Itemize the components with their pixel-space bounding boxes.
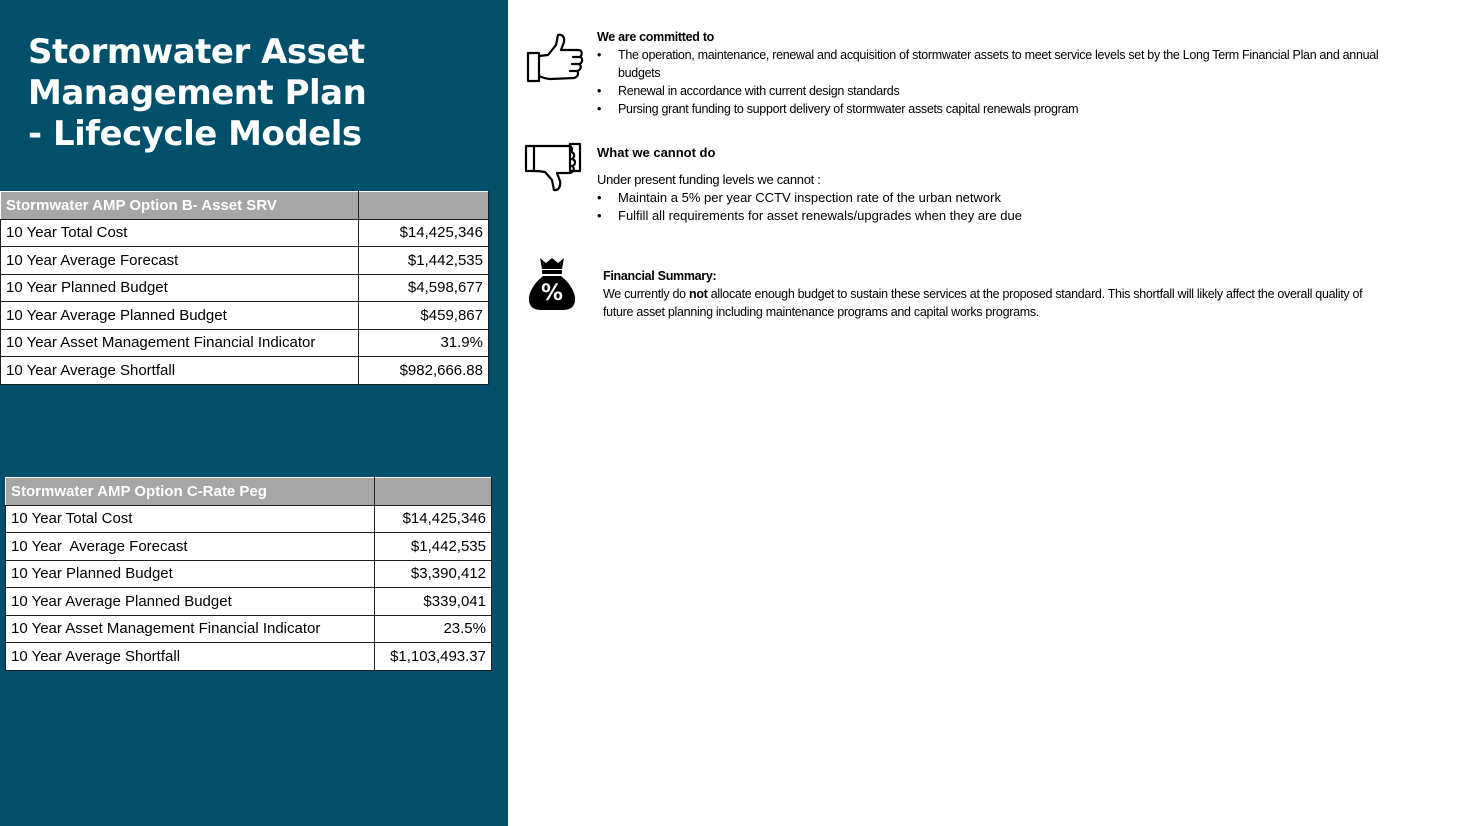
summary-emphasis: not	[688, 287, 708, 301]
cannot-intro: Under present funding levels we cannot :	[597, 172, 821, 187]
row-value: $4,598,677	[359, 274, 489, 302]
row-label: 10 Year Average Forecast	[1, 247, 359, 275]
row-label: 10 Year Asset Management Financial Indicator	[6, 615, 375, 643]
row-value: $14,425,346	[375, 505, 492, 533]
committed-heading: We are committed to	[597, 30, 715, 44]
committed-section	[597, 28, 1397, 118]
table-row	[6, 560, 492, 588]
row-label: 10 Year Total Cost	[1, 219, 359, 247]
summary-text-before: We currently do	[603, 287, 689, 301]
summary-text-after: allocate enough budget to sustain these services at the proposed standard. This shortfall will likely affect the overall quality of future asset planning including maintenance programs and capital works programs.	[603, 287, 1366, 319]
row-label: 10 Year Planned Budget	[6, 560, 375, 588]
row-label: 10 Year Average Planned Budget	[6, 588, 375, 616]
row-value: 23.5%	[375, 615, 492, 643]
table-header-blank	[375, 478, 492, 506]
row-label: 10 Year Total Cost	[6, 505, 375, 533]
summary-heading: Financial Summary:	[603, 269, 717, 283]
committed-list	[597, 46, 1397, 118]
table-row	[6, 588, 492, 616]
row-value: $1,442,535	[359, 247, 489, 275]
thumbs-down-icon	[524, 142, 582, 194]
financial-summary-section	[603, 267, 1393, 321]
row-value: $339,041	[375, 588, 492, 616]
row-label: 10 Year Average Shortfall	[1, 357, 359, 385]
page-title	[28, 32, 488, 155]
cannot-heading: What we cannot do	[597, 145, 716, 160]
row-label: 10 Year Planned Budget	[1, 274, 359, 302]
table-row	[1, 357, 489, 385]
left-panel	[0, 0, 508, 826]
row-label: 10 Year Asset Management Financial Indicator	[1, 329, 359, 357]
row-value: $459,867	[359, 302, 489, 330]
list-item: • The operation, maintenance, renewal and acquisition of stormwater assets to meet service levels set by the Long Term Financial Plan and annual budgets	[597, 46, 1388, 82]
percent-glyph: %	[540, 281, 564, 306]
table-header-blank	[359, 192, 489, 220]
summary-text	[603, 287, 1366, 319]
row-label: 10 Year Average Forecast	[6, 533, 375, 561]
row-value: $14,425,346	[359, 219, 489, 247]
table-row	[1, 274, 489, 302]
list-item: • Renewal in accordance with current design standards	[597, 82, 1397, 100]
table-row	[6, 615, 492, 643]
title-line: - Lifecycle Models	[28, 114, 362, 154]
thumbs-up-icon	[526, 32, 584, 84]
table-header-row	[6, 478, 492, 506]
table-row	[1, 219, 489, 247]
row-label: 10 Year Average Shortfall	[6, 643, 375, 671]
row-value: $982,666.88	[359, 357, 489, 385]
row-value: 31.9%	[359, 329, 489, 357]
list-item: • Pursing grant funding to support delivery of stormwater assets capital renewals program	[597, 100, 1397, 118]
row-value: $1,103,493.37	[375, 643, 492, 671]
table-row	[1, 247, 489, 275]
title-line: Management Plan	[28, 73, 367, 113]
list-item: • Fulfill all requirements for asset renewals/upgrades when they are due	[597, 207, 1397, 225]
cannot-list	[597, 189, 1397, 225]
table-row	[1, 329, 489, 357]
row-value: $1,442,535	[375, 533, 492, 561]
option-b-table	[0, 191, 489, 385]
row-value: $3,390,412	[375, 560, 492, 588]
money-bag-percent-icon	[527, 256, 577, 312]
table-row	[6, 533, 492, 561]
title-line: Stormwater Asset	[28, 32, 365, 72]
option-c-table	[5, 477, 492, 671]
table-row	[6, 643, 492, 671]
table-header: Stormwater AMP Option C-Rate Peg	[6, 478, 375, 506]
cannot-section	[597, 144, 1397, 225]
table-row	[1, 302, 489, 330]
table-header-row	[1, 192, 489, 220]
table-header: Stormwater AMP Option B- Asset SRV	[1, 192, 359, 220]
row-label: 10 Year Average Planned Budget	[1, 302, 359, 330]
table-row	[6, 505, 492, 533]
list-item: • Maintain a 5% per year CCTV inspection rate of the urban network	[597, 189, 1397, 207]
